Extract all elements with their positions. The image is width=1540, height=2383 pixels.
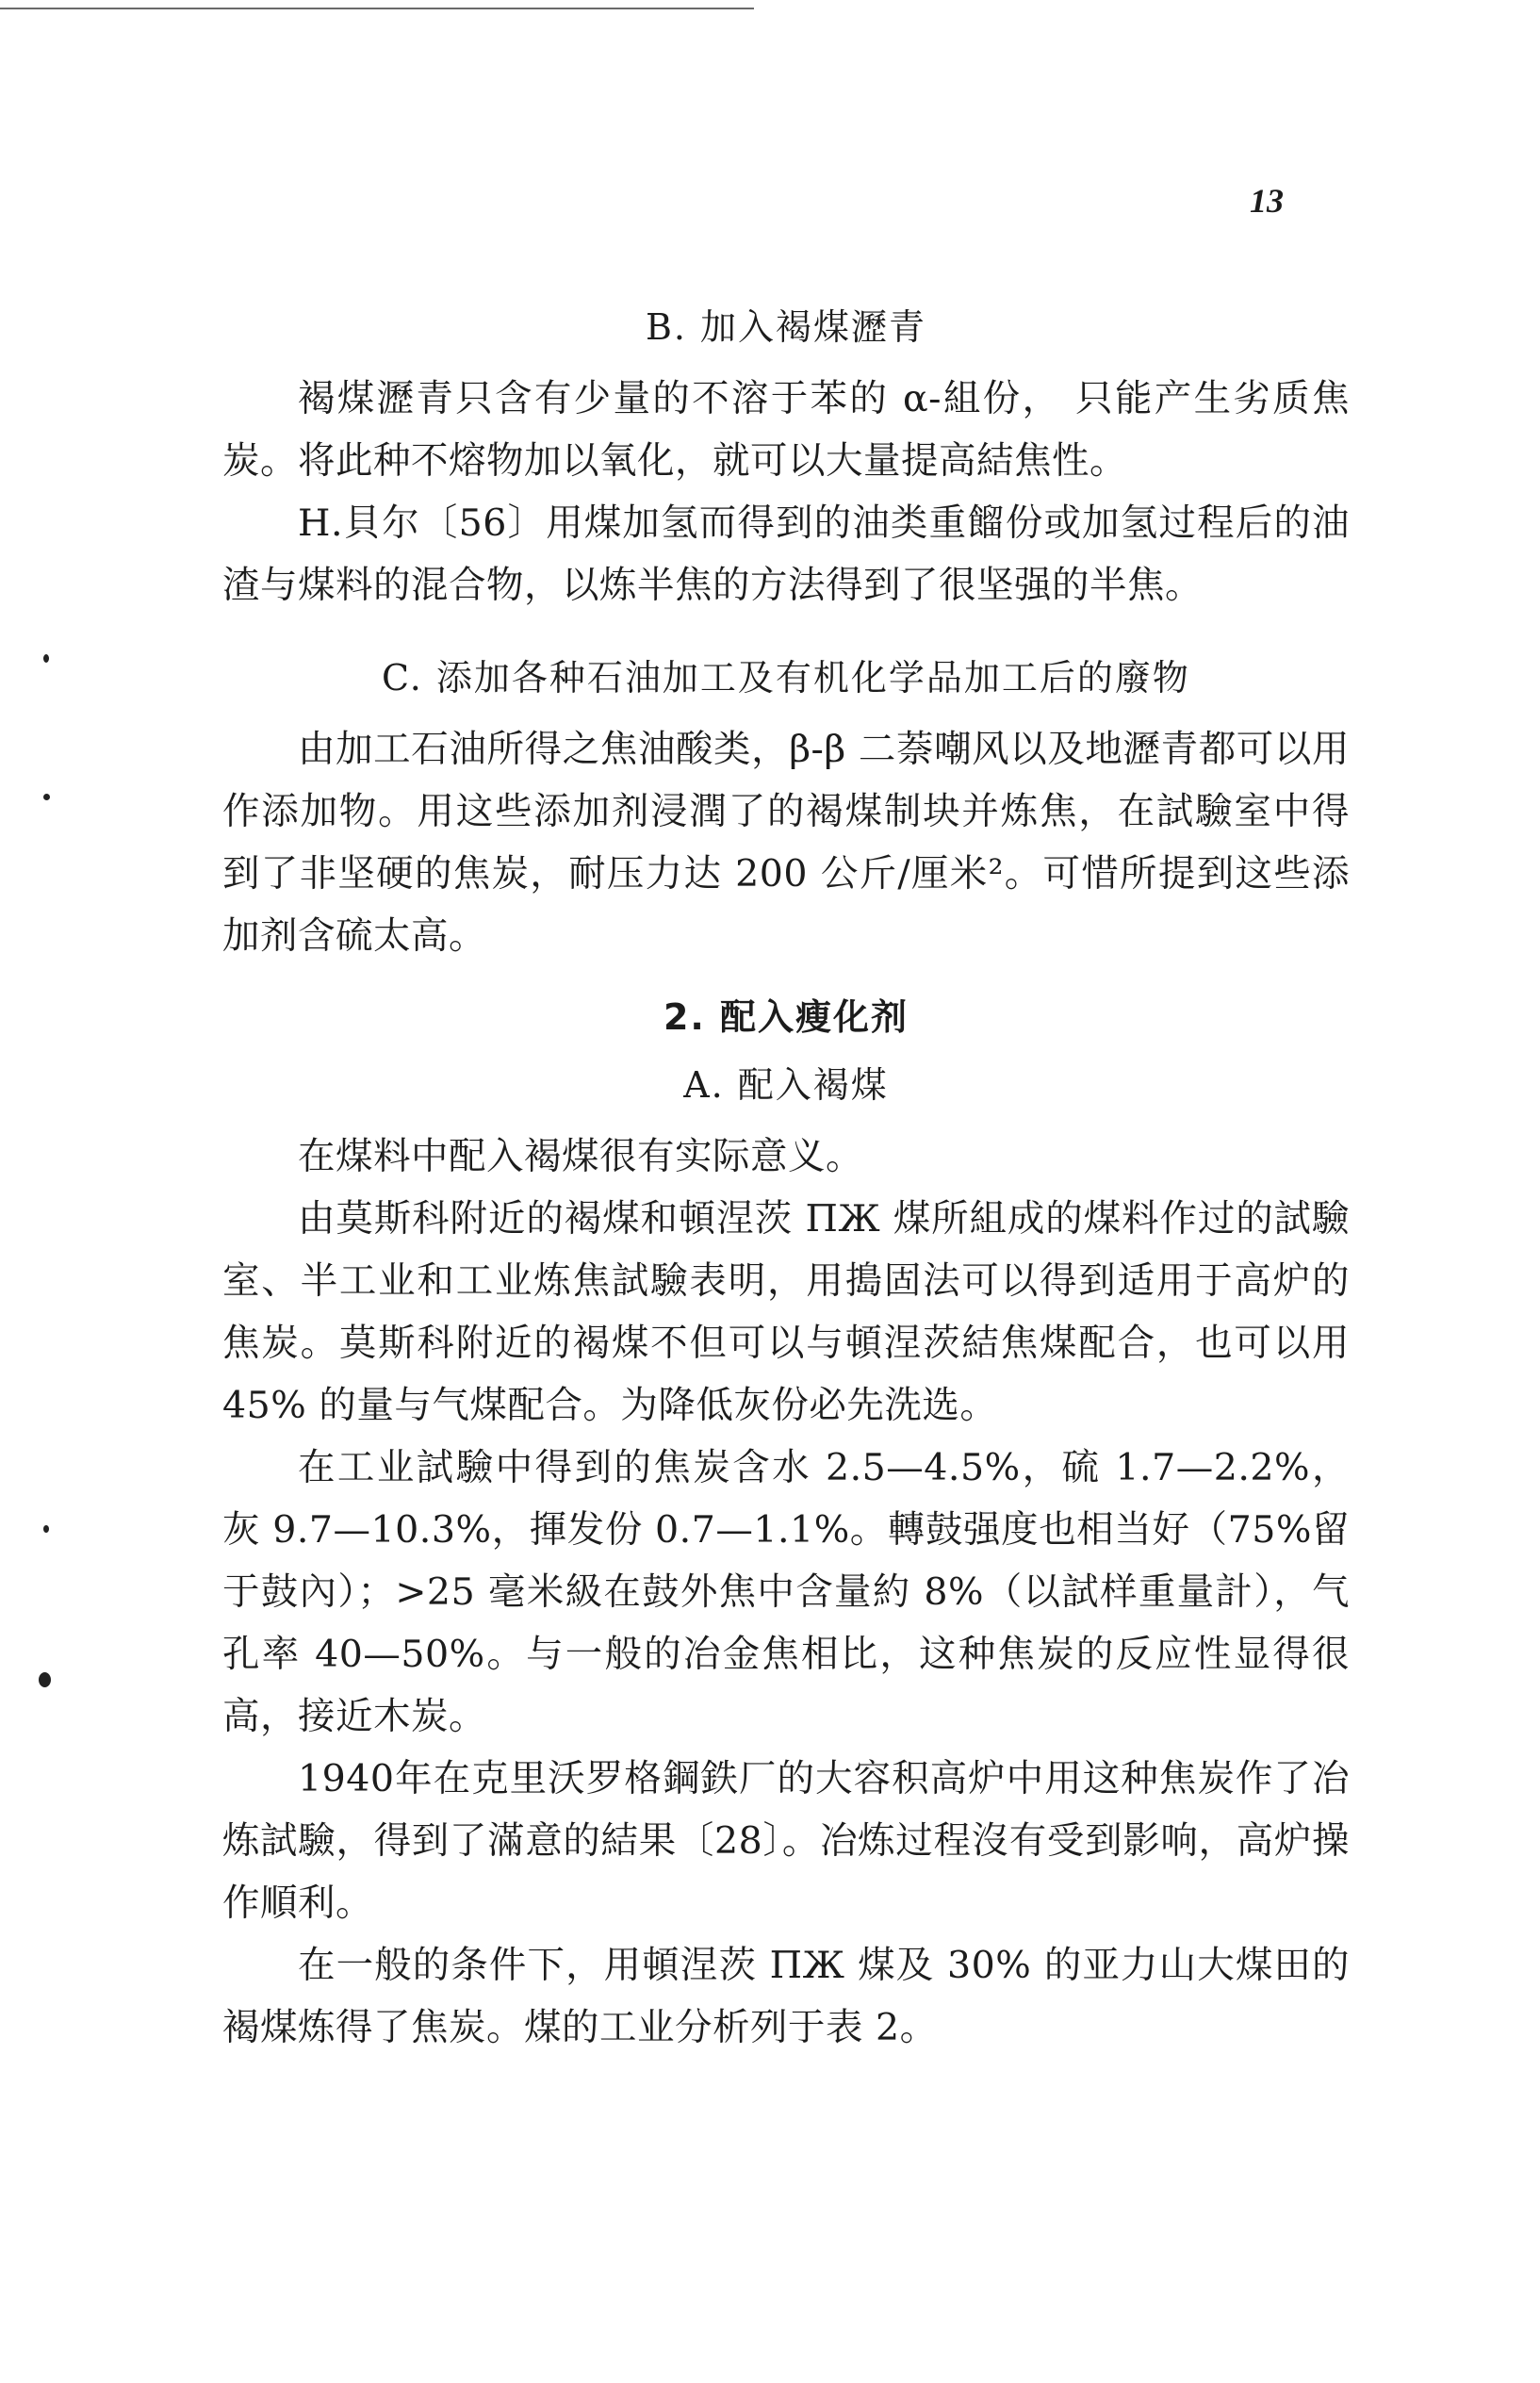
body-paragraph: 褐煤瀝青只含有少量的不溶于苯的 α-組份， 只能产生劣质焦炭。将此种不熔物加以氧化，就可以大量提高結焦性。 bbox=[222, 377, 1350, 483]
body-paragraph: 由莫斯科附近的褐煤和頓涅茨 ПЖ 煤所組成的煤料作过的試驗室、半工业和工业炼焦試驗表明，用搗固法可以得到适用于高炉的焦炭。莫斯科附近的褐煤不但可以与頓涅茨結焦煤配合，也可以用 45% 的量与气煤配合。为降低灰份必先洗选。 bbox=[222, 1197, 1350, 1427]
page-number: 13 bbox=[1250, 182, 1284, 220]
document-body bbox=[222, 283, 1350, 2059]
section-b-heading: B. 加入褐煤瀝青 bbox=[645, 306, 927, 348]
body-paragraph: 在工业試驗中得到的焦炭含水 2.5—4.5%，硫 1.7—2.2%，灰 9.7—10.3%，揮发份 0.7—1.1%。轉鼓强度也相当好（75%留于鼓內）；>25 毫米級在鼓外焦中含量約 8%（以試样重量計），气孔率 40—50%。与一般的冶金焦相比，这种焦炭的反应性显得很高，接近木炭。 bbox=[222, 1446, 1350, 1738]
body-paragraph: 1940年在克里沃罗格鋼鉄厂的大容积高炉中用这种焦炭作了冶炼試驗，得到了滿意的結果〔28〕。冶炼过程沒有受到影响，高炉操作順利。 bbox=[222, 1757, 1350, 1925]
scan-edge-line bbox=[0, 8, 754, 9]
scan-speck bbox=[39, 1672, 51, 1687]
body-paragraph: 由加工石油所得之焦油酸类，β-β 二萘嘲风以及地瀝青都可以用作添加物。用这些添加剂浸潤了的褐煤制块并炼焦，在試驗室中得到了非坚硬的焦炭，耐压力达 200 公斤/厘米²。可惜所提到这些添加剂含硫太高。 bbox=[222, 728, 1350, 958]
section-2-heading: 2. 配入瘦化剂 bbox=[663, 996, 909, 1038]
scan-speck bbox=[43, 794, 50, 800]
section-2a-heading: A. 配入褐煤 bbox=[683, 1064, 889, 1106]
scan-speck bbox=[43, 1525, 49, 1533]
scan-speck bbox=[43, 654, 49, 663]
body-paragraph: 在煤料中配入褐煤很有实际意义。 bbox=[298, 1135, 863, 1178]
body-paragraph: H.貝尔〔56〕用煤加氢而得到的油类重餾份或加氢过程后的油渣与煤料的混合物，以炼半焦的方法得到了很坚强的半焦。 bbox=[222, 501, 1350, 607]
section-c-heading: C. 添加各种石油加工及有机化学品加工后的廢物 bbox=[382, 657, 1190, 698]
body-paragraph: 在一般的条件下，用頓涅茨 ПЖ 煤及 30% 的亚力山大煤田的褐煤炼得了焦炭。煤的工业分析列于表 2。 bbox=[222, 1944, 1350, 2049]
